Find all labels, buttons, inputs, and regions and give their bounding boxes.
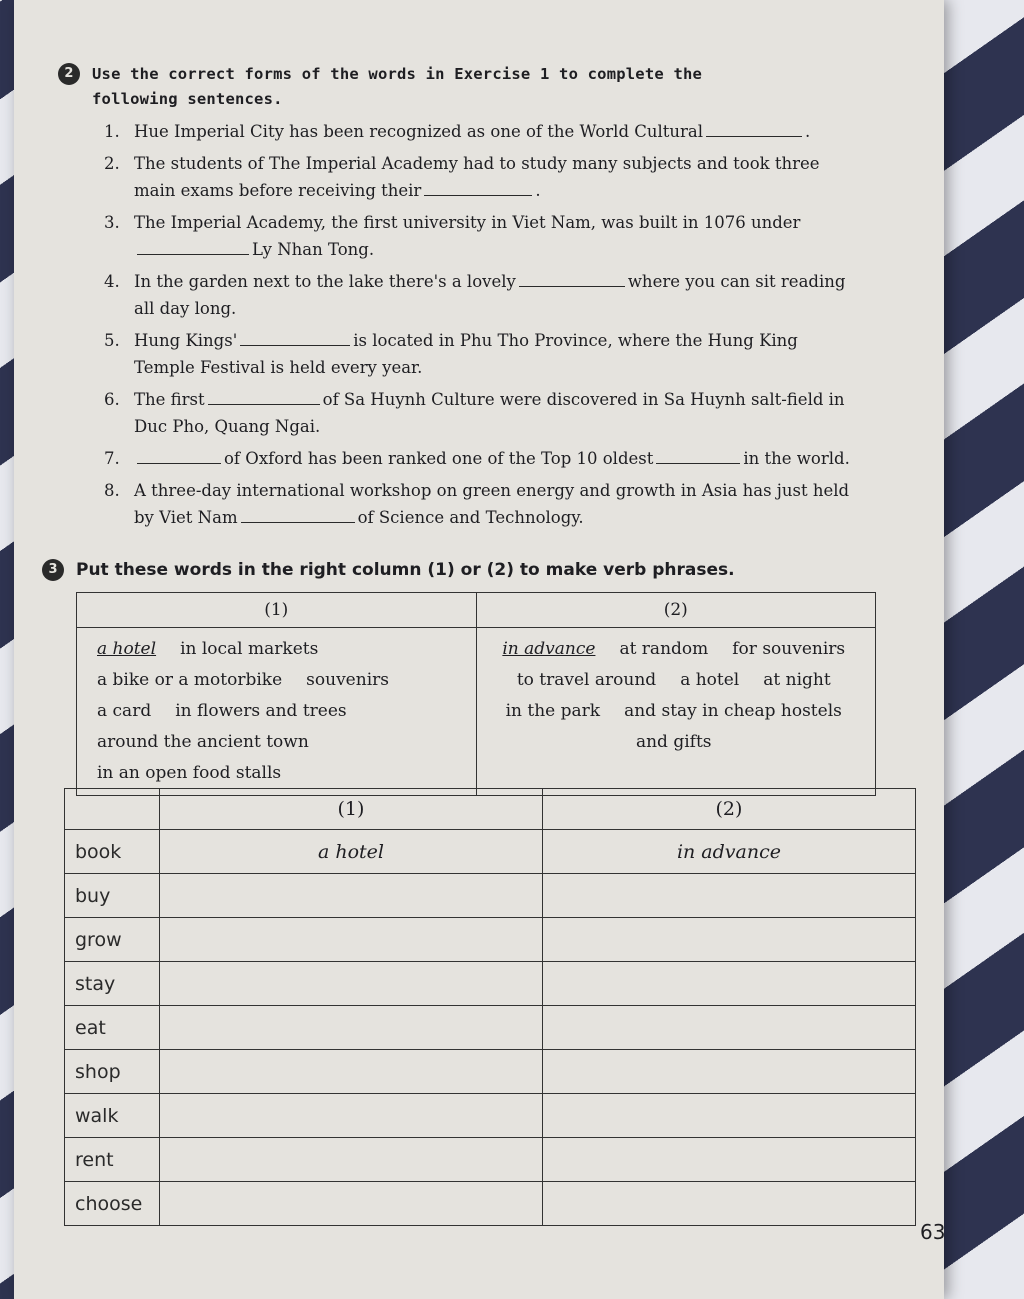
word-chip: a bike or a motorbike xyxy=(97,670,283,690)
exercise-2-number-badge: 2 xyxy=(58,63,80,85)
sentence-7 xyxy=(104,445,854,472)
sentence-text: The first xyxy=(134,390,205,409)
sentence-6 xyxy=(104,386,854,440)
sentence-text: . xyxy=(805,122,811,141)
answer-cell-1[interactable] xyxy=(160,918,543,962)
sentence-number: 1. xyxy=(104,122,120,141)
sentence-2 xyxy=(104,150,854,204)
verb-cell: walk xyxy=(65,1094,160,1138)
word-chip: and gifts xyxy=(635,732,712,752)
sentence-3 xyxy=(104,209,854,263)
word-chip: and stay in cheap hostels xyxy=(624,701,842,721)
answer-cell-2[interactable] xyxy=(542,1138,915,1182)
word-box-table xyxy=(76,592,876,796)
sentence-text: is located in Phu Tho Province, where the Hung King Temple Festival is held every year. xyxy=(134,331,798,377)
word-chip: to travel around xyxy=(516,670,657,690)
sentence-8 xyxy=(104,477,854,531)
sentence-number: 2. xyxy=(104,154,120,173)
verb-cell: buy xyxy=(65,874,160,918)
sentence-number: 4. xyxy=(104,272,120,291)
answer-cell-1[interactable]: a hotel xyxy=(160,830,543,874)
answer-cell-2[interactable] xyxy=(542,1182,915,1226)
answer-table-corner xyxy=(65,789,160,830)
word-chip: for souvenirs xyxy=(732,639,846,659)
table-row xyxy=(65,918,916,962)
sentence-5 xyxy=(104,327,854,381)
answer-table xyxy=(64,788,916,1226)
word-chip: souvenirs xyxy=(306,670,389,690)
verb-cell: rent xyxy=(65,1138,160,1182)
sentence-text: of Oxford has been ranked one of the Top 10 oldest xyxy=(224,449,654,468)
answer-cell-1[interactable] xyxy=(160,1138,543,1182)
answer-blank[interactable] xyxy=(656,462,740,464)
answer-table-header-1: (1) xyxy=(160,789,543,830)
textbook-page xyxy=(14,0,944,1299)
sentence-number: 6. xyxy=(104,390,120,409)
answer-cell-2[interactable] xyxy=(542,918,915,962)
word-chip: at night xyxy=(763,670,831,690)
answer-cell-1[interactable] xyxy=(160,1006,543,1050)
word-chip: a hotel xyxy=(680,670,740,690)
sentence-text: of Science and Technology. xyxy=(357,508,584,527)
exercise-2-heading xyxy=(58,62,778,112)
word-chip: in an open food stalls xyxy=(97,763,282,783)
word-chip: in flowers and trees xyxy=(175,701,347,721)
table-row xyxy=(65,874,916,918)
answer-cell-2[interactable] xyxy=(542,1050,915,1094)
word-box-column-1 xyxy=(77,628,477,796)
exercise-2-instruction: Use the correct forms of the words in Exercise 1 to complete the following sentences. xyxy=(92,65,703,108)
answer-cell-2[interactable] xyxy=(542,1094,915,1138)
word-box-header-1: (1) xyxy=(77,593,477,628)
answer-cell-1[interactable] xyxy=(160,1182,543,1226)
answer-cell-1[interactable] xyxy=(160,1050,543,1094)
sentence-text: The Imperial Academy, the first university in Viet Nam, was built in 1076 under xyxy=(134,213,801,232)
verb-cell: book xyxy=(65,830,160,874)
sentence-4 xyxy=(104,268,854,322)
sentence-number: 8. xyxy=(104,481,120,500)
verb-cell: shop xyxy=(65,1050,160,1094)
table-row xyxy=(65,1050,916,1094)
sentence-text: Hue Imperial City has been recognized as one of the World Cultural xyxy=(134,122,704,141)
sentence-text: A three-day international workshop on green energy and growth in Asia has just held by Viet Nam xyxy=(134,481,850,527)
word-chip: a card xyxy=(97,701,152,721)
sentence-number: 5. xyxy=(104,331,120,350)
verb-cell: choose xyxy=(65,1182,160,1226)
sentence-text: . xyxy=(535,181,541,200)
word-box-column-2 xyxy=(476,628,876,796)
table-row xyxy=(65,1006,916,1050)
answer-table-header-2: (2) xyxy=(542,789,915,830)
word-chip: in advance xyxy=(502,639,596,659)
word-chip: in the park xyxy=(505,701,601,721)
sentence-text: in the world. xyxy=(743,449,850,468)
exercise-3-instruction: Put these words in the right column (1) or (2) to make verb phrases. xyxy=(76,560,735,580)
word-chip: in local markets xyxy=(180,639,319,659)
answer-cell-2[interactable]: in advance xyxy=(542,830,915,874)
verb-cell: eat xyxy=(65,1006,160,1050)
answer-blank[interactable] xyxy=(137,253,249,255)
sentence-text: Hung Kings' xyxy=(134,331,238,350)
sentence-text: Ly Nhan Tong. xyxy=(252,240,375,259)
word-box-header-2: (2) xyxy=(476,593,876,628)
table-row xyxy=(65,1138,916,1182)
verb-cell: stay xyxy=(65,962,160,1006)
table-row xyxy=(65,1094,916,1138)
sentence-1 xyxy=(104,118,854,145)
sentence-text: where you can sit reading all day long. xyxy=(134,272,846,318)
answer-blank[interactable] xyxy=(519,285,625,287)
answer-cell-2[interactable] xyxy=(542,1006,915,1050)
answer-cell-2[interactable] xyxy=(542,962,915,1006)
sentence-number: 3. xyxy=(104,213,120,232)
answer-blank[interactable] xyxy=(240,344,350,346)
word-chip: at random xyxy=(619,639,709,659)
verb-cell: grow xyxy=(65,918,160,962)
table-row xyxy=(65,962,916,1006)
answer-blank[interactable] xyxy=(241,521,355,523)
answer-cell-1[interactable] xyxy=(160,1094,543,1138)
table-row xyxy=(65,830,916,874)
page-number: 63 xyxy=(920,1220,946,1244)
answer-cell-2[interactable] xyxy=(542,874,915,918)
answer-blank[interactable] xyxy=(706,135,802,137)
sentence-text: of Sa Huynh Culture were discovered in Sa Huynh salt-field in Duc Pho, Quang Ngai. xyxy=(134,390,845,436)
word-chip: around the ancient town xyxy=(97,732,309,752)
exercise-3-heading xyxy=(42,558,802,583)
answer-blank[interactable] xyxy=(424,194,532,196)
table-row xyxy=(65,1182,916,1226)
answer-blank[interactable] xyxy=(208,403,320,405)
answer-cell-1[interactable] xyxy=(160,874,543,918)
exercise-3-number-badge: 3 xyxy=(42,559,64,581)
word-chip: a hotel xyxy=(97,639,157,659)
sentence-text: In the garden next to the lake there's a lovely xyxy=(134,272,516,291)
exercise-2-sentence-list xyxy=(104,118,854,536)
answer-blank[interactable] xyxy=(137,462,221,464)
answer-cell-1[interactable] xyxy=(160,962,543,1006)
sentence-number: 7. xyxy=(104,449,120,468)
sentence-text: The students of The Imperial Academy had to study many subjects and took three main exams before receiving their xyxy=(134,154,820,200)
